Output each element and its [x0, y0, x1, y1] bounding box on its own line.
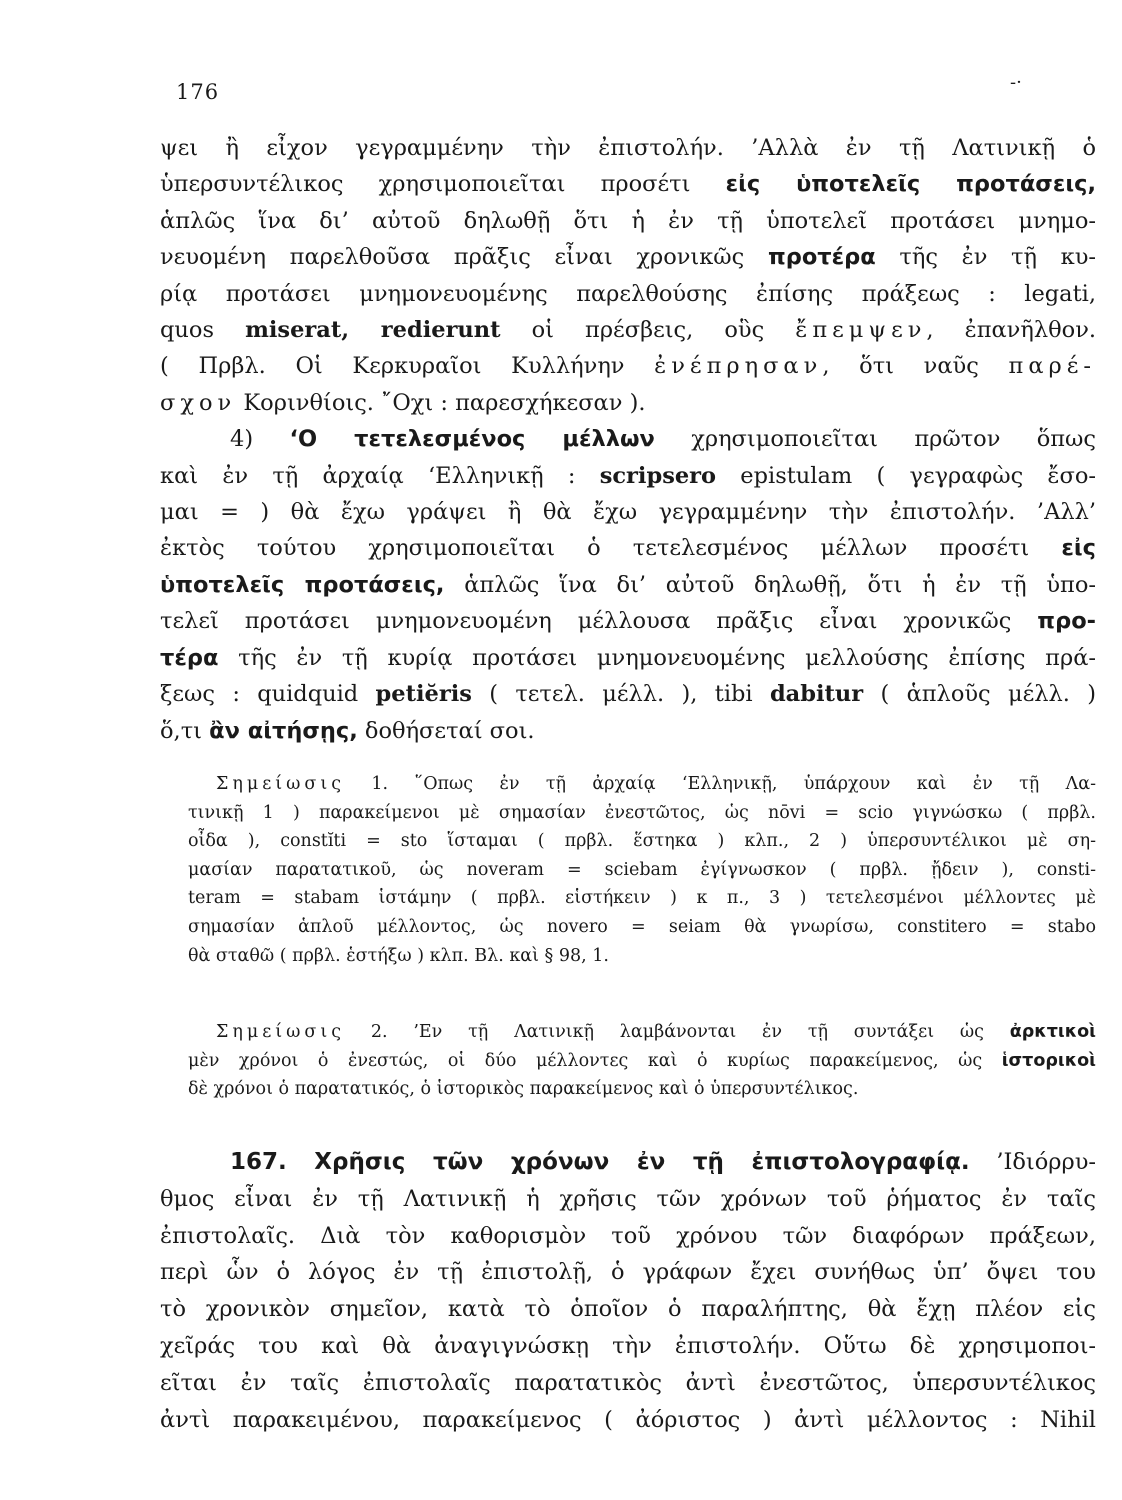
text-line	[160, 130, 1096, 166]
text-run: ἂν αἰτήσῃς,	[209, 717, 358, 744]
text-run: ἔπεμψεν	[795, 317, 927, 344]
text-run: περὶ ὧν ὁ λόγος ἐν τῇ ἐπιστολῇ, ὁ γράφων ἔχει συνήθως ὑπ’ ὄψει του	[160, 1259, 1096, 1286]
text-run: ( Πρβλ. Οἱ Κερκυραῖοι Κυλλήνην	[160, 353, 655, 380]
note-1	[188, 770, 1096, 970]
text-run: teram = stabam ἱστάμην ( πρβλ. εἱστήκειν ) κ π., 3 ) τετελεσμένοι μέλλοντες μὲ	[188, 888, 1096, 909]
text-run: , ἐπανῆλθον.	[926, 317, 1097, 344]
text-run: μαι = ) θὰ ἔχω γράψει ἢ θὰ ἔχω γεγραμμένην τὴν ἐπιστολήν. ’Αλλ’	[160, 499, 1096, 526]
text-line	[188, 913, 1096, 942]
text-line	[160, 713, 1096, 749]
text-run: dabitur	[769, 681, 864, 708]
text-line	[160, 239, 1096, 275]
text-run: εῖται ἐν ταῖς ἐπιστολαῖς παρατατικὸς ἀντὶ ἐνεστῶτος, ὑπερσυντέλικος	[160, 1369, 1096, 1396]
text-run: ρίᾳ προτάσει μνημονευομένης παρελθούσης ἐπίσης πράξεως : legati,	[160, 280, 1096, 307]
text-run: ἱστορικοὶ	[1001, 1050, 1096, 1071]
text-line	[188, 884, 1096, 913]
text-run: σημασίαν ἁπλοῦ μέλλοντος, ὡς novero = seiam θὰ γνωρίσω, constitero = stabo	[188, 916, 1096, 937]
main-text	[160, 130, 1096, 749]
text-line	[160, 603, 1096, 639]
text-line	[188, 1075, 1096, 1104]
text-line	[160, 1218, 1096, 1255]
text-run: οἶδα ), constĭti = sto ἵσταμαι ( πρβλ. ἕστηκα ) κλπ., 2 ) ὑπερσυντέλικοι μὲ ση-	[188, 831, 1096, 852]
text-run: σχον	[160, 389, 237, 416]
text-line	[160, 166, 1096, 202]
text-run: ‘Ο τετελεσμένος μέλλων	[289, 426, 655, 453]
section-167	[160, 1144, 1096, 1438]
text-line	[160, 1181, 1096, 1218]
text-run: scripsero	[599, 462, 717, 489]
text-run: θμος εἶναι ἐν τῇ Λατινικῇ ἡ χρῆσις τῶν χρόνων τοῦ ῥήματος ἐν ταῖς	[160, 1185, 1096, 1212]
text-line	[160, 1291, 1096, 1328]
text-run: εἰς ὑποτελεῖς προτάσεις,	[725, 171, 1096, 198]
text-run: τῆς ἐν τῇ κυρίᾳ προτάσει μνημονευομένης μελλούσης ἐπίσης πρά-	[218, 644, 1096, 671]
text-line	[160, 1365, 1096, 1402]
text-line	[160, 312, 1096, 348]
text-line	[188, 770, 1096, 799]
text-run: petiĕris	[375, 681, 472, 708]
text-line	[188, 942, 1096, 971]
text-line	[160, 1402, 1096, 1439]
text-run: ἐπιστολαῖς. Διὰ τὸν καθορισμὸν τοῦ χρόνου τῶν διαφόρων πράξεων,	[160, 1222, 1096, 1249]
text-line	[160, 494, 1096, 530]
text-run: μὲν χρόνοι ὁ ἐνεστώς, οἱ δύο μέλλοντες καὶ ὁ κυρίως παρακείμενος, ὡς	[188, 1050, 1002, 1071]
text-run: εἰς	[1061, 535, 1096, 562]
text-run: ’Ιδιόρρυ-	[969, 1149, 1097, 1175]
text-line	[160, 203, 1096, 239]
text-line	[188, 827, 1096, 856]
text-run: ὑποτελεῖς προτάσεις,	[160, 571, 445, 598]
page-number: 176	[176, 80, 220, 104]
text-line	[188, 856, 1096, 885]
text-line	[160, 676, 1096, 712]
text-run: miserat, redierunt	[245, 317, 501, 344]
text-line	[160, 1144, 1096, 1181]
text-line	[160, 567, 1096, 603]
text-run: ξεως : quidquid	[160, 681, 376, 708]
text-line	[188, 1018, 1096, 1047]
text-run: τῆς ἐν τῇ κυ-	[875, 244, 1096, 271]
text-run: θὰ σταθῶ ( πρβλ. ἑστήξω ) κλπ. Βλ. καὶ § 98, 1.	[188, 945, 609, 966]
text-run: ψει ἢ εἶχον γεγραμμένην τὴν ἐπιστολήν. ’Αλλὰ ἐν τῇ Λατινικῇ ὁ	[160, 135, 1096, 161]
text-line	[160, 530, 1096, 566]
text-line	[188, 799, 1096, 828]
text-run: τελεῖ προτάσει μνημονευομένη μέλλουσα πρᾶξις εἶναι χρονικῶς	[160, 608, 1038, 635]
text-run: epistulam ( γεγραφὼς ἔσο-	[716, 462, 1096, 489]
note-2	[188, 1018, 1096, 1104]
text-run: ἁπλῶς ἵνα δι’ αὐτοῦ δηλωθῇ, ὅτι ἡ ἐν τῇ ὑπο-	[444, 571, 1096, 598]
text-run: δοθήσεταί σοι.	[357, 717, 535, 744]
text-run: Κορινθίοις. ῎Οχι : παρεσχήκεσαν ).	[236, 389, 646, 416]
text-run: χεῖράς του καὶ θὰ ἀναγιγνώσκῃ τὴν ἐπιστολήν. Οὕτω δὲ χρησιμοποι-	[160, 1332, 1096, 1359]
text-run: τὸ χρονικὸν σημεῖον, κατὰ τὸ ὁποῖον ὁ παραλήπτης, θὰ ἔχῃ πλέον εἰς	[160, 1296, 1096, 1323]
text-line	[160, 640, 1096, 676]
text-run: 4)	[230, 426, 290, 453]
text-run: τινικῇ 1 ) παρακείμενοι μὲ σημασίαν ἐνεστῶτος, ὡς nōvi = scio γιγνώσκω ( πρβλ.	[188, 802, 1096, 823]
text-run: ὑπερσυντέλικος χρησιμοποιεῖται προσέτι	[160, 171, 726, 198]
text-run: οἱ πρέσβεις, οὓς	[500, 317, 796, 344]
text-run: ἀρκτικοὶ	[1009, 1022, 1096, 1042]
text-run: , ὅτι ναῦς	[822, 353, 1009, 380]
text-line	[188, 1047, 1096, 1076]
text-run: ἐκτὸς τούτου χρησιμοποιεῖται ὁ τετελεσμένος μέλλων προσέτι	[160, 535, 1062, 562]
text-run: δὲ χρόνοι ὁ παρατατικός, ὁ ἱστορικὸς παρακείμενος καὶ ὁ ὑπερσυντέλικος.	[188, 1079, 859, 1100]
text-run: προτέρα	[767, 244, 876, 271]
text-line	[160, 458, 1096, 494]
text-line	[160, 1328, 1096, 1365]
text-run: παρέ-	[1008, 353, 1096, 380]
text-run: ( ἁπλοῦς μέλλ. )	[863, 681, 1097, 708]
text-run: τέρα	[160, 644, 219, 671]
text-run: χρησιμοποιεῖται πρῶτον ὅπως	[654, 426, 1096, 453]
text-run: ἐνέπρησαν	[654, 353, 823, 380]
text-run: 1. ῞Οπως ἐν τῇ ἀρχαίᾳ ‘Ελληνικῇ, ὑπάρχουν καὶ ἐν τῇ Λα-	[345, 774, 1096, 794]
text-run: καὶ ἐν τῇ ἀρχαίᾳ ‘Ελληνικῇ :	[160, 462, 600, 489]
text-run: ἀντὶ παρακειμένου, παρακείμενος ( ἀόριστος ) ἀντὶ μέλλοντος : Nihil	[160, 1406, 1096, 1433]
text-run: μασίαν παρατατικοῦ, ὡς noveram = sciebam ἐγίγνωσκον ( πρβλ. ᾔδειν ), consti-	[188, 859, 1096, 880]
text-run: Σημείωσις	[216, 1022, 346, 1042]
text-line	[160, 348, 1096, 384]
text-run: quos	[160, 317, 246, 344]
text-run: ἁπλῶς ἵνα δι’ αὐτοῦ δηλωθῇ ὅτι ἡ ἐν τῇ ὑποτελεῖ προτάσει μνημο-	[160, 207, 1096, 234]
corner-mark: -·	[1010, 72, 1022, 93]
text-run: 2. ’Εν τῇ Λατινικῇ λαμβάνονται ἐν τῇ συντάξει ὡς	[345, 1022, 1010, 1042]
text-run: νευομένη παρελθοῦσα πρᾶξις εἶναι χρονικῶς	[160, 244, 768, 271]
text-run: ( τετελ. μέλλ. ), tibi	[471, 681, 770, 708]
text-run: Σημείωσις	[216, 774, 346, 794]
text-line	[160, 385, 1096, 421]
section-heading: 167. Χρῆσις τῶν χρόνων ἐν τῇ ἐπιστολογραφίᾳ.	[230, 1149, 970, 1175]
text-line	[160, 421, 1096, 457]
text-run: προ-	[1037, 608, 1096, 635]
text-line	[160, 1254, 1096, 1291]
text-run: ὅ,τι	[160, 717, 210, 744]
text-line	[160, 276, 1096, 312]
